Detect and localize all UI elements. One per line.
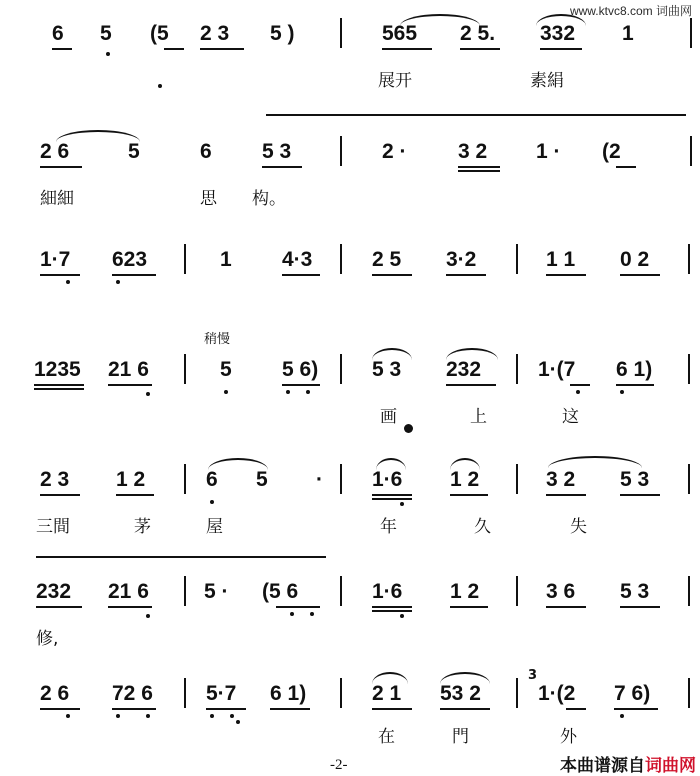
bar-line [516,244,518,274]
note: 1 · [536,140,561,163]
bar-line [184,576,186,606]
underline [540,48,582,50]
note: 1 2 [450,580,480,603]
octave-dot [620,714,624,718]
source-stamp-site: 词曲网 [645,756,696,776]
note: 2 1 [372,682,402,705]
underline [546,606,586,608]
note: 6 1) [270,682,307,705]
lyric: 修, [36,629,59,649]
underline [282,384,320,386]
octave-dot [66,714,70,718]
octave-dot [620,390,624,394]
underline [112,708,156,710]
note: 3·2 [446,248,477,271]
bar-line [688,576,690,606]
slur [450,458,480,470]
octave-dot [146,392,150,396]
underline [458,166,500,168]
note: 5 ) [270,22,295,45]
note: 1·6 [372,468,403,491]
underline [450,494,488,496]
underline [458,170,500,172]
underline [270,708,310,710]
note: 2 5. [460,22,496,45]
underline [116,494,154,496]
score-line-4 [0,332,700,448]
octave-dot [290,612,294,616]
underline [372,494,412,496]
bar-line [184,244,186,274]
bar-line [516,354,518,384]
note: 5 3 [620,468,650,491]
lyric: 細細 [40,189,74,209]
note: 53 2 [440,682,481,705]
note: 5 [100,22,112,45]
lyric: 年 [380,517,397,537]
note: (2 [602,140,621,163]
octave-dot [106,52,110,56]
octave-dot [236,720,240,724]
underline [34,388,84,390]
underline [614,708,658,710]
score-line-3 [0,248,700,338]
note: 332 [540,22,576,45]
note: 4·3 [282,248,313,271]
slur [372,348,412,360]
underline [570,384,590,386]
octave-dot [116,280,120,284]
underline [276,606,320,608]
note: 21 6 [108,580,149,603]
slur [208,458,268,470]
underline [546,494,586,496]
octave-dot [210,714,214,718]
note: · [316,468,323,491]
lyric: 这 [562,407,579,427]
lyric: 三間 [36,517,70,537]
bar-line [516,576,518,606]
note: 6 [206,468,218,491]
underline [262,166,302,168]
octave-dot [576,390,580,394]
note: 6 [200,140,212,163]
note: 72 6 [112,682,153,705]
triplet-marking: 3 [528,668,538,683]
underline [40,274,80,276]
note: 1·(7 [538,358,576,381]
note: 5·7 [206,682,237,705]
score-line-5 [0,468,700,558]
octave-dot [146,614,150,618]
bar-line [184,354,186,384]
octave-dot [230,714,234,718]
underline [36,606,82,608]
note: 3 2 [458,140,488,163]
bar-line [690,18,692,48]
bar-line [184,678,186,708]
note: 6 [52,22,64,45]
note: 623 [112,248,148,271]
underline [372,708,412,710]
bar-line [690,136,692,166]
underline [200,48,244,50]
lyric: 构。 [252,189,286,209]
note: 1·6 [372,580,403,603]
underline [164,48,184,50]
score-line-2 [0,140,700,230]
lyric: 画 [380,407,397,427]
note: 1·(2 [538,682,576,705]
octave-dot [400,614,404,618]
note: 2 6 [40,682,70,705]
note: 2 5 [372,248,402,271]
slur [446,348,498,360]
bar-line [516,464,518,494]
underline [372,610,412,612]
note: 232 [36,580,72,603]
note: 3 2 [546,468,576,491]
ink-blot [404,424,413,433]
lyric: 外 [560,727,577,747]
note: 5 [256,468,268,491]
note: 1 [622,22,634,45]
underline [34,384,84,386]
underline [446,384,496,386]
lyric: 素絹 [530,71,564,91]
note: 0 2 [620,248,650,271]
lyric: 思 [200,189,217,209]
note: 5 [128,140,140,163]
bar-line [688,244,690,274]
lyric: 屋 [206,517,223,537]
bar-line [340,464,342,494]
note: 21 6 [108,358,149,381]
octave-dot [146,714,150,718]
lyric: 茅 [134,517,151,537]
score-line-1 [0,22,700,112]
bar-line [688,354,690,384]
bar-line [688,678,690,708]
note: 6 1) [616,358,653,381]
note: 1 1 [546,248,576,271]
note: 1 2 [450,468,480,491]
bar-line [340,136,342,166]
underline [52,48,72,50]
underline [616,384,654,386]
source-stamp [560,751,696,776]
page-number: -2- [330,757,348,773]
lyric: 上 [470,407,487,427]
underline [40,494,80,496]
underline [40,166,82,168]
underline [620,494,660,496]
underline [372,498,412,500]
underline [440,708,490,710]
octave-dot [310,612,314,616]
slur [56,130,140,142]
note: 2 3 [40,468,70,491]
lyric: 門 [452,727,469,747]
score-line-6 [0,580,700,670]
bar-line [340,576,342,606]
note: 5 3 [620,580,650,603]
underline [460,48,500,50]
octave-dot [116,714,120,718]
slur [266,114,686,116]
underline [620,606,660,608]
octave-dot [400,502,404,506]
slur [372,672,408,684]
underline [446,274,486,276]
underline [282,274,320,276]
bar-line [340,354,342,384]
note: 5 · [204,580,229,603]
bar-line [340,678,342,708]
octave-dot [66,280,70,284]
note: 5 3 [262,140,292,163]
lyric: 在 [378,727,395,747]
underline [450,606,488,608]
octave-dot [286,390,290,394]
note: 5 [220,358,232,381]
underline [206,708,246,710]
lyric: 久 [474,517,491,537]
note: 2 3 [200,22,230,45]
underline [620,274,660,276]
bar-line [184,464,186,494]
slur [376,458,406,470]
note: 3 6 [546,580,576,603]
octave-dot [306,390,310,394]
note: 2 6 [40,140,70,163]
tempo-marking: 稍慢 [204,332,231,347]
underline [566,708,586,710]
note: 232 [446,358,482,381]
watermark: www.ktvc8.com 词曲网 [569,4,692,18]
note: 2 · [382,140,407,163]
underline [382,48,432,50]
note: 565 [382,22,418,45]
note: 1235 [34,358,81,381]
lyric: 失 [570,517,587,537]
slur [548,456,642,468]
slur [36,556,326,558]
note: (5 [150,22,169,45]
note: 5 6) [282,358,319,381]
underline [108,606,152,608]
underline [372,274,412,276]
underline [616,166,636,168]
slur [400,14,480,26]
octave-dot [158,84,162,88]
octave-dot [224,390,228,394]
lyric: 展开 [378,71,412,91]
underline [372,606,412,608]
underline [546,274,586,276]
underline [112,274,156,276]
source-stamp-text: 本曲谱源自 [560,756,645,776]
bar-line [516,678,518,708]
underline [40,708,80,710]
bar-line [340,18,342,48]
note: (5 6 [262,580,299,603]
octave-dot [210,500,214,504]
note: 1 [220,248,232,271]
slur [440,672,490,684]
note: 5 3 [372,358,402,381]
note: 1 2 [116,468,146,491]
note: 1·7 [40,248,71,271]
bar-line [340,244,342,274]
bar-line [688,464,690,494]
underline [108,384,152,386]
note: 7 6) [614,682,651,705]
